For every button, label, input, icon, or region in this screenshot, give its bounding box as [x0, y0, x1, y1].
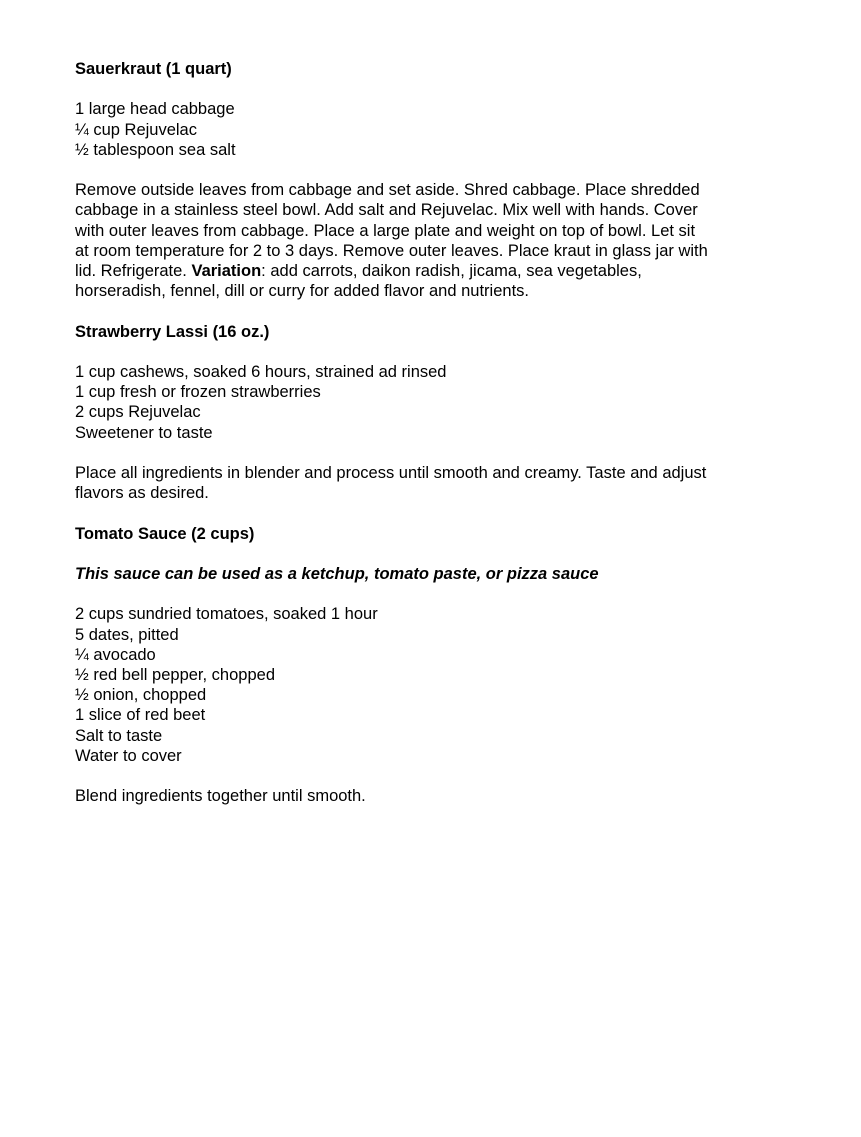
ingredient-item: 1 large head cabbage: [75, 100, 235, 119]
instruction-line: [75, 261, 775, 281]
instruction-line: Place all ingredients in blender and process until smooth and creamy. Taste and adjust: [75, 463, 707, 482]
ingredient-item: Water to cover: [75, 746, 182, 765]
ingredient-item: ½ tablespoon sea salt: [75, 140, 236, 159]
instruction-line: cabbage in a stainless steel bowl. Add salt and Rejuvelac. Mix well with hands. Cover: [75, 201, 698, 220]
instruction-line: with outer leaves from cabbage. Place a large plate and weight on top of bowl. Let sit: [75, 221, 696, 240]
ingredient-item: 2 cups Rejuvelac: [75, 403, 201, 422]
recipe-instructions: Blend ingredients together until smooth.: [75, 787, 366, 806]
instruction-line: horseradish, fennel, dill or curry for added flavor and nutrients.: [75, 282, 529, 301]
ingredient-item: ½ onion, chopped: [75, 686, 207, 705]
ingredient-item: Salt to taste: [75, 726, 163, 745]
ingredient-item: 2 cups sundried tomatoes, soaked 1 hour: [75, 605, 378, 624]
recipe-title: Tomato Sauce (2 cups): [75, 524, 255, 543]
ingredient-item: ¼ avocado: [75, 645, 156, 664]
ingredient-item: 1 cup cashews, soaked 6 hours, strained ad rinsed: [75, 362, 447, 381]
ingredient-item: 1 cup fresh or frozen strawberries: [75, 383, 321, 402]
recipe-strawberry-lassi: [75, 322, 795, 504]
recipe-instructions: [75, 180, 775, 301]
instruction-text: : add carrots, daikon radish, jicama, sea vegetables,: [261, 261, 642, 280]
recipe-tomato-sauce: [75, 524, 795, 807]
recipe-instructions: [75, 463, 775, 503]
recipe-sauerkraut: [75, 59, 795, 301]
document-content: [75, 59, 795, 806]
ingredient-list: [75, 362, 795, 443]
instruction-line: flavors as desired.: [75, 484, 209, 503]
ingredient-item: 1 slice of red beet: [75, 706, 206, 725]
ingredient-list: [75, 604, 795, 766]
ingredient-list: [75, 99, 795, 160]
recipe-title: Sauerkraut (1 quart): [75, 60, 232, 78]
instruction-line: at room temperature for 2 to 3 days. Remove outer leaves. Place kraut in glass jar with: [75, 241, 708, 260]
ingredient-item: ¼ cup Rejuvelac: [75, 120, 197, 139]
variation-label: Variation: [191, 261, 262, 280]
ingredient-item: Sweetener to taste: [75, 423, 213, 442]
instruction-line: Remove outside leaves from cabbage and set aside. Shred cabbage. Place shredded: [75, 181, 700, 200]
instruction-text: lid. Refrigerate.: [75, 261, 192, 280]
ingredient-item: 5 dates, pitted: [75, 625, 179, 644]
recipe-title: Strawberry Lassi (16 oz.): [75, 322, 270, 341]
recipe-tagline: This sauce can be used as a ketchup, tomato paste, or pizza sauce: [75, 564, 599, 583]
ingredient-item: ½ red bell pepper, chopped: [75, 665, 275, 684]
